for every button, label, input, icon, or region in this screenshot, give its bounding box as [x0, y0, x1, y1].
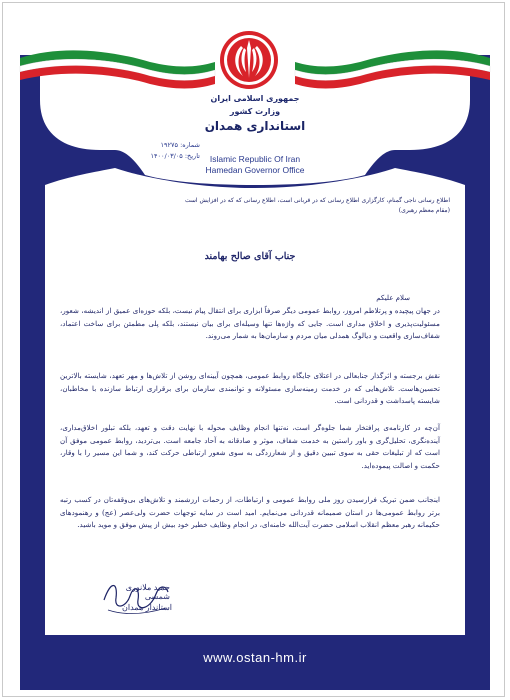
recipient-salutation: جناب آقای صالح بهامند: [204, 251, 296, 262]
header-office-fa: استانداری همدان: [204, 119, 306, 133]
intro-quote-source: (مقام معظم رهبری): [398, 207, 450, 214]
body-paragraph: نقش برجسته و اثرگذار جنابعالی در اعتلای جایگاه روابط عمومی، همچون آیینه‌ای روشن از تلاش‌ها و مهر تعهد، شایسته بالاترین تحسین‌هاست. تلاش‌هایی که در خدمت زمینه‌سازی مسئولانه و توانمندی سازمان برای برقراری ارتباط سازنده با مخاطبان، شایسته پاسداشت و قدردانی است.: [60, 371, 440, 406]
greeting: سلام علیکم: [376, 294, 410, 302]
header-country-fa: جمهوری اسلامی ایران: [210, 94, 300, 103]
body-paragraph: در جهان پیچیده و پرتلاطم امروز، روابط عمومی دیگر صرفاً ابزاری برای انتقال پیام نیست، بلکه حوزه‌ای عمیق از اندیشه، شعور، مسئولیت‌پذیری و اخلاق مداری است. جایی که واژه‌ها تنها وسیله‌ای برای بیان نیستند، بلکه پلی مطمئن برای ساخت اعتماد، شفاف‌سازی واقعیت و دیالوگ همدلی میان مردم و سازمان‌ها به شمار می‌روند.: [60, 306, 440, 341]
letter-date: تاریخ: ۱۴۰۰/۰۳/۰۵: [150, 152, 200, 160]
signatory-name: حمید ملانوری شمسی: [125, 583, 170, 601]
body-paragraph: اینجانب ضمن تبریک فرارسیدن روز ملی روابط عمومی و ارتباطات، از زحمات ارزشمند و تلاش‌های بی‌وقفه‌تان در کسب رتبه برتر روابط عمومی‌ها در استان صمیمانه قدردانی می‌نمایم. امید است در سایه توجهات حضرت ولی‌عصر (عج) و رهنمودهای حکیمانه رهبر معظم انقلاب اسلامی حضرت آیت‌الله خامنه‌ای، در انجام وظایف خطیر خود بیش از پیش موفق و موید باشید.: [60, 495, 440, 530]
iran-emblem-icon: [219, 28, 279, 92]
letter-number: شماره: ۱۹۲۷۵: [160, 141, 200, 149]
signatory-title: استاندار همدان: [122, 603, 172, 612]
body-paragraph: آن‌چه در کارنامه‌ی پرافتخار شما جلوه‌گر است، نه‌تنها انجام وظایف محوله با نهایت دقت و تعهد، بلکه تبلور اخلاق‌مداری، آینده‌نگری، تحلیل‌گری و باور راستین به خدمت شفاف، موثر و صادقانه به آحاد جامعه است. بی‌تردید، روابط عمومی موفق آن است که از تبلیغات حقی به سوی تبیین دقیق و از شعارزدگی به سوی شعور ارتباطی حرکت کند، و شما این مسیر را با وقار، حکمت و اصالت پیموده‌اید.: [60, 423, 440, 470]
header-country-en: Islamic Republic Of Iran: [209, 154, 301, 164]
footer-website-link[interactable]: www.ostan-hm.ir: [203, 650, 307, 665]
intro-quote: اطلاع رسانی ناجی گمنام، کارگزاری اطلاع رسانی که در قربانی است، اطلاع رسانی که که در افزایش است: [185, 197, 450, 204]
header-ministry-fa: وزارت کشور: [229, 107, 281, 116]
header-office-en: Hamedan Governor Office: [205, 165, 305, 175]
